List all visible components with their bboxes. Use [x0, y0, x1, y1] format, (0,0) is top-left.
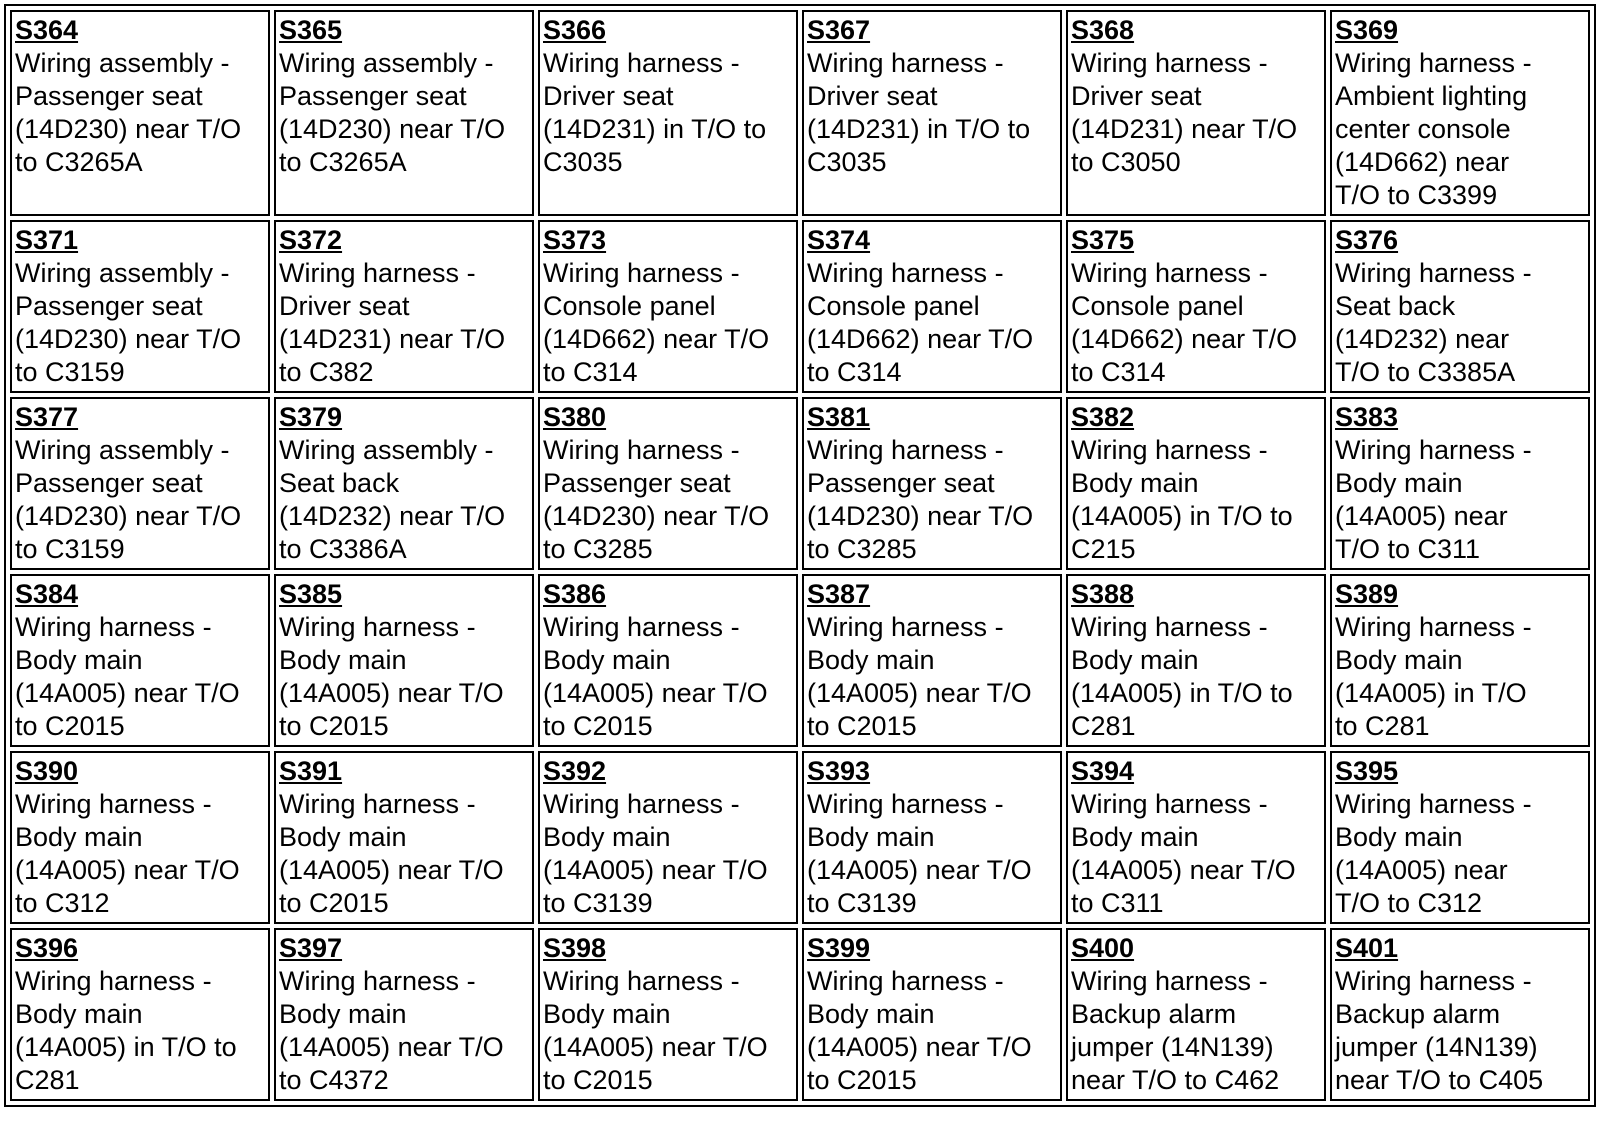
splice-description: Wiring assembly - Passenger seat (14D230) near T/O to C3159 — [15, 258, 242, 387]
splice-cell — [10, 220, 270, 393]
splice-id: S401 — [1335, 933, 1399, 963]
splice-cell — [1066, 397, 1326, 570]
splice-description: Wiring harness - Body main (14A005) near T/O to C312 — [1335, 789, 1532, 918]
splice-cell — [1330, 10, 1590, 216]
splice-id: S386 — [543, 579, 607, 609]
splice-cell — [538, 397, 798, 570]
splice-id: S394 — [1071, 756, 1135, 786]
splice-id: S393 — [807, 756, 871, 786]
splice-id: S383 — [1335, 402, 1399, 432]
splice-cell — [802, 574, 1062, 747]
splice-cell — [274, 574, 534, 747]
splice-id: S371 — [15, 225, 79, 255]
splice-id: S376 — [1335, 225, 1399, 255]
splice-description: Wiring harness - Seat back (14D232) near T/O to C3385A — [1335, 258, 1532, 387]
splice-cell — [1066, 928, 1326, 1101]
splice-location-table — [4, 4, 1596, 1107]
splice-id: S387 — [807, 579, 871, 609]
splice-id: S377 — [15, 402, 79, 432]
splice-cell — [1066, 220, 1326, 393]
splice-cell — [1066, 751, 1326, 924]
splice-description: Wiring harness - Body main (14A005) near T/O to C312 — [15, 789, 240, 918]
splice-id: S366 — [543, 15, 607, 45]
splice-description: Wiring harness - Body main (14A005) near T/O to C3139 — [543, 789, 768, 918]
splice-id: S380 — [543, 402, 607, 432]
splice-cell — [1066, 574, 1326, 747]
splice-id: S390 — [15, 756, 79, 786]
splice-cell — [274, 10, 534, 216]
splice-description: Wiring harness - Backup alarm jumper (14N139) near T/O to C462 — [1071, 966, 1280, 1095]
splice-cell — [538, 751, 798, 924]
splice-cell — [10, 751, 270, 924]
table-row — [10, 751, 1590, 924]
splice-description: Wiring harness - Body main (14A005) near T/O to C2015 — [543, 966, 768, 1095]
splice-description: Wiring assembly - Seat back (14D232) near T/O to C3386A — [279, 435, 506, 564]
splice-description: Wiring harness - Ambient lighting center console (14D662) near T/O to C3399 — [1335, 48, 1532, 210]
splice-id: S367 — [807, 15, 871, 45]
splice-id: S379 — [279, 402, 343, 432]
splice-cell — [274, 928, 534, 1101]
splice-cell — [802, 928, 1062, 1101]
splice-id: S397 — [279, 933, 343, 963]
splice-description: Wiring harness - Body main (14A005) near T/O to C2015 — [15, 612, 240, 741]
table-row — [10, 574, 1590, 747]
splice-id: S369 — [1335, 15, 1399, 45]
splice-description: Wiring harness - Body main (14A005) near T/O to C2015 — [279, 612, 504, 741]
splice-id: S391 — [279, 756, 343, 786]
splice-description: Wiring harness - Body main (14A005) in T/O to C281 — [1335, 612, 1532, 741]
splice-description: Wiring harness - Body main (14A005) near T/O to C311 — [1071, 789, 1296, 918]
splice-cell — [10, 10, 270, 216]
splice-cell — [10, 928, 270, 1101]
splice-description: Wiring harness - Body main (14A005) near T/O to C3139 — [807, 789, 1032, 918]
splice-cell — [538, 10, 798, 216]
splice-id: S396 — [15, 933, 79, 963]
splice-id: S392 — [543, 756, 607, 786]
splice-description: Wiring harness - Body main (14A005) near T/O to C311 — [1335, 435, 1532, 564]
splice-description: Wiring harness - Body main (14A005) near T/O to C2015 — [279, 789, 504, 918]
splice-description: Wiring harness - Driver seat (14D231) near T/O to C382 — [279, 258, 506, 387]
splice-description: Wiring harness - Body main (14A005) near T/O to C2015 — [807, 966, 1032, 1095]
splice-cell — [1330, 574, 1590, 747]
splice-id: S374 — [807, 225, 871, 255]
splice-cell — [538, 928, 798, 1101]
splice-cell — [538, 220, 798, 393]
splice-id: S389 — [1335, 579, 1399, 609]
splice-cell — [538, 574, 798, 747]
splice-id: S400 — [1071, 933, 1135, 963]
splice-description: Wiring assembly - Passenger seat (14D230) near T/O to C3159 — [15, 435, 242, 564]
splice-description: Wiring harness - Passenger seat (14D230) near T/O to C3285 — [543, 435, 770, 564]
splice-id: S365 — [279, 15, 343, 45]
splice-cell — [802, 397, 1062, 570]
splice-id: S364 — [15, 15, 79, 45]
splice-description: Wiring harness - Body main (14A005) in T/O to C215 — [1071, 435, 1293, 564]
splice-description: Wiring assembly - Passenger seat (14D230) near T/O to C3265A — [279, 48, 506, 177]
splice-description: Wiring harness - Driver seat (14D231) in T/O to C3035 — [807, 48, 1031, 177]
splice-cell — [10, 574, 270, 747]
splice-id: S388 — [1071, 579, 1135, 609]
splice-description: Wiring assembly - Passenger seat (14D230) near T/O to C3265A — [15, 48, 242, 177]
splice-cell — [802, 10, 1062, 216]
splice-description: Wiring harness - Driver seat (14D231) in T/O to C3035 — [543, 48, 767, 177]
splice-cell — [274, 751, 534, 924]
splice-cell — [1330, 928, 1590, 1101]
splice-id: S399 — [807, 933, 871, 963]
splice-id: S373 — [543, 225, 607, 255]
table-row — [10, 397, 1590, 570]
splice-description: Wiring harness - Body main (14A005) near T/O to C2015 — [543, 612, 768, 741]
splice-description: Wiring harness - Body main (14A005) near T/O to C4372 — [279, 966, 504, 1095]
splice-id: S385 — [279, 579, 343, 609]
splice-id: S368 — [1071, 15, 1135, 45]
splice-cell — [1330, 220, 1590, 393]
splice-description: Wiring harness - Passenger seat (14D230) near T/O to C3285 — [807, 435, 1034, 564]
splice-id: S375 — [1071, 225, 1135, 255]
splice-cell — [274, 397, 534, 570]
splice-id: S381 — [807, 402, 871, 432]
splice-description: Wiring harness - Body main (14A005) near T/O to C2015 — [807, 612, 1032, 741]
splice-description: Wiring harness - Body main (14A005) in T/O to C281 — [15, 966, 237, 1095]
splice-id: S382 — [1071, 402, 1135, 432]
splice-id: S398 — [543, 933, 607, 963]
splice-description: Wiring harness - Console panel (14D662) near T/O to C314 — [543, 258, 770, 387]
splice-cell — [10, 397, 270, 570]
splice-cell — [274, 220, 534, 393]
splice-id: S384 — [15, 579, 79, 609]
splice-id: S395 — [1335, 756, 1399, 786]
table-row — [10, 10, 1590, 216]
splice-description: Wiring harness - Backup alarm jumper (14N139) near T/O to C405 — [1335, 966, 1544, 1095]
splice-description: Wiring harness - Body main (14A005) in T/O to C281 — [1071, 612, 1293, 741]
splice-cell — [1066, 10, 1326, 216]
table-row — [10, 220, 1590, 393]
splice-description: Wiring harness - Console panel (14D662) near T/O to C314 — [807, 258, 1034, 387]
table-row — [10, 928, 1590, 1101]
splice-id: S372 — [279, 225, 343, 255]
splice-cell — [802, 220, 1062, 393]
splice-cell — [802, 751, 1062, 924]
splice-description: Wiring harness - Driver seat (14D231) near T/O to C3050 — [1071, 48, 1298, 177]
splice-cell — [1330, 397, 1590, 570]
splice-cell — [1330, 751, 1590, 924]
splice-description: Wiring harness - Console panel (14D662) near T/O to C314 — [1071, 258, 1298, 387]
